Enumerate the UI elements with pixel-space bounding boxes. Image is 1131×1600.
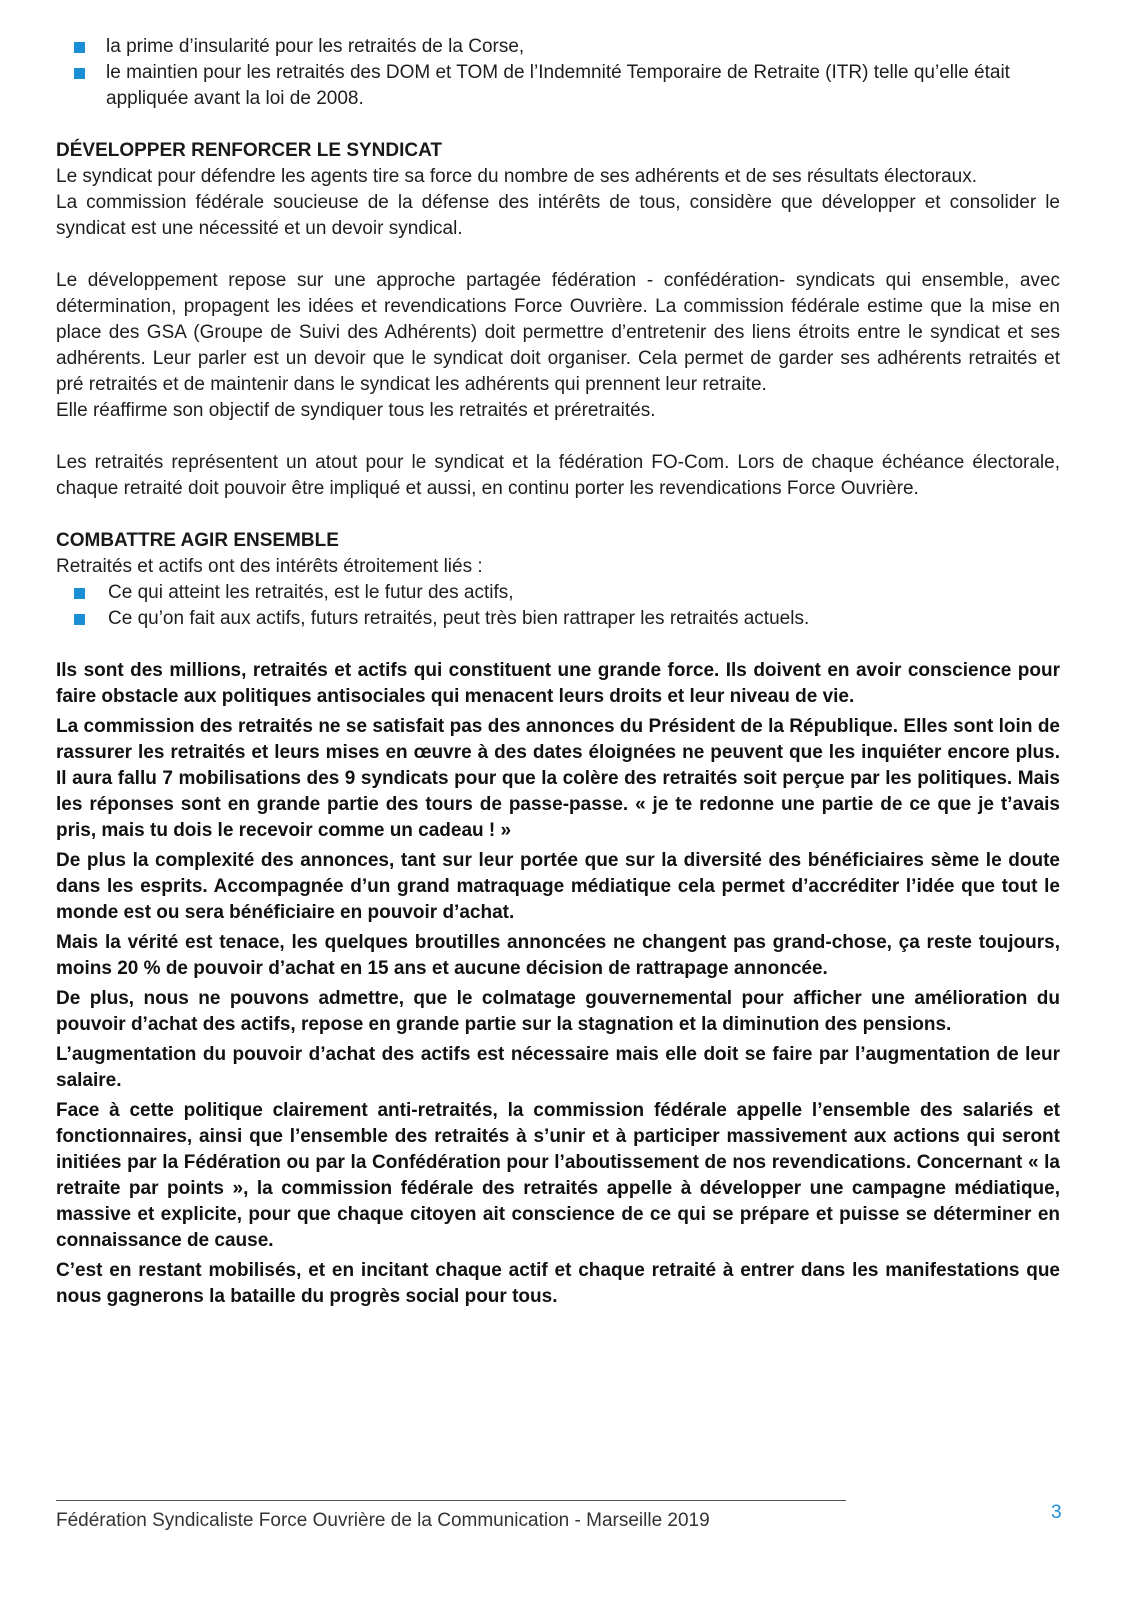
list-item-text: Ce qu’on fait aux actifs, futurs retraités, peut très bien rattraper les retraités actuels. bbox=[108, 608, 810, 629]
bold-paragraph: Ils sont des millions, retraités et actifs qui constituent une grande force. Ils doivent en avoir conscience pour faire obstacle aux politiques antisociales qui menacent leurs droits et leur niveau de vie. bbox=[56, 660, 1060, 707]
paragraph: La commission fédérale soucieuse de la défense des intérêts de tous, considère que développer et consolider le syndicat est une nécessité et un devoir syndical. bbox=[56, 192, 1060, 239]
bold-paragraph: De plus, nous ne pouvons admettre, que le colmatage gouvernemental pour afficher une amélioration du pouvoir d’achat des actifs, repose en grande partie sur la stagnation et la diminution des pensions. bbox=[56, 988, 1060, 1035]
list-item-text: Ce qui atteint les retraités, est le futur des actifs, bbox=[108, 582, 514, 603]
paragraph: Retraités et actifs ont des intérêts étroitement liés : bbox=[56, 556, 483, 577]
list-item-text: le maintien pour les retraités des DOM et TOM de l’Indemnité Temporaire de Retraite (ITR) telle qu’elle était appliquée avant la loi de 2008. bbox=[106, 62, 1010, 109]
bold-paragraph: L’augmentation du pouvoir d’achat des actifs est nécessaire mais elle doit se faire par l’augmentation de leur salaire. bbox=[56, 1044, 1060, 1091]
list-item bbox=[56, 34, 1060, 60]
section2-bullet-list bbox=[56, 580, 1060, 632]
square-bullet-icon bbox=[74, 42, 85, 53]
paragraph: Les retraités représentent un atout pour le syndicat et la fédération FO-Com. Lors de chaque échéance électorale, chaque retraité doit pouvoir être impliqué et aussi, en continu porter les revendications Force Ouvrière. bbox=[56, 452, 1060, 499]
list-item bbox=[56, 606, 1060, 632]
section-heading-developper: DÉVELOPPER RENFORCER LE SYNDICAT bbox=[56, 140, 443, 161]
bold-paragraph: C’est en restant mobilisés, et en incitant chaque actif et chaque retraité à entrer dans les manifestations que nous gagnerons la bataille du progrès social pour tous. bbox=[56, 1260, 1060, 1307]
bold-paragraph: La commission des retraités ne se satisfait pas des annonces du Président de la République. Elles sont loin de rassurer les retraités et leurs mises en œuvre à des dates éloignées ne peuvent que les inquiéter encore plus. Il aura fallu 7 mobilisations des 9 syndicats pour que la colère des retraités soit perçue par les politiques. Mais les réponses sont en grande partie des tours de passe-passe. « je te redonne une partie de ce que je t’avais pris, mais tu dois le recevoir comme un cadeau ! » bbox=[56, 716, 1060, 841]
paragraph: Elle réaffirme son objectif de syndiquer tous les retraités et préretraités. bbox=[56, 400, 656, 421]
bold-paragraph: Mais la vérité est tenace, les quelques broutilles annoncées ne changent pas grand-chose, ça reste toujours, moins 20 % de pouvoir d’achat en 15 ans et aucune décision de rattrapage annoncée. bbox=[56, 932, 1060, 979]
page-number: 3 bbox=[1051, 1502, 1062, 1523]
bold-statement-block bbox=[56, 658, 1060, 1310]
paragraph: Le développement repose sur une approche partagée fédération - confédération- syndicats qui ensemble, avec détermination, propagent les idées et revendications Force Ouvrière. La commission fédérale estime que la mise en place des GSA (Groupe de Suivi des Adhérents) doit permettre d’entretenir des liens étroits entre le syndicat et ses adhérents. Leur parler est un devoir que le syndicat doit organiser. Cela permet de garder ses adhérents retraités et pré retraités et de maintenir dans le syndicat les adhérents qui prennent leur retraite. bbox=[56, 270, 1060, 395]
list-item bbox=[56, 580, 1060, 606]
footer-text: Fédération Syndicaliste Force Ouvrière de la Communication - Marseille 2019 bbox=[56, 1510, 710, 1531]
footer-divider bbox=[56, 1500, 846, 1501]
list-item bbox=[56, 60, 1060, 112]
section-heading-combattre: COMBATTRE AGIR ENSEMBLE bbox=[56, 530, 339, 551]
square-bullet-icon bbox=[74, 588, 85, 599]
paragraph: Le syndicat pour défendre les agents tire sa force du nombre de ses adhérents et de ses résultats électoraux. bbox=[56, 166, 977, 187]
square-bullet-icon bbox=[74, 68, 85, 79]
bold-paragraph: De plus la complexité des annonces, tant sur leur portée que sur la diversité des bénéficiaires sème le doute dans les esprits. Accompagnée d’un grand matraquage médiatique cela permet d’accréditer l’idée que tout le monde est ou sera bénéficiaire en pouvoir d’achat. bbox=[56, 850, 1060, 923]
list-item-text: la prime d’insularité pour les retraités de la Corse, bbox=[106, 36, 525, 57]
document-page bbox=[56, 34, 1060, 1310]
bold-paragraph: Face à cette politique clairement anti-retraités, la commission fédérale appelle l’ensemble des salariés et fonctionnaires, ainsi que l’ensemble des retraités à s’unir et à participer massivement aux actions qui seront initiées par la Fédération ou par la Confédération pour l’aboutissement de nos revendications. Concernant « la retraite par points », la commission fédérale des retraités appelle à développer une campagne médiatique, massive et explicite, pour que chaque citoyen ait conscience de ce qui se prépare et puisse se déterminer en connaissance de cause. bbox=[56, 1100, 1060, 1251]
square-bullet-icon bbox=[74, 614, 85, 625]
intro-bullet-list bbox=[56, 34, 1060, 112]
